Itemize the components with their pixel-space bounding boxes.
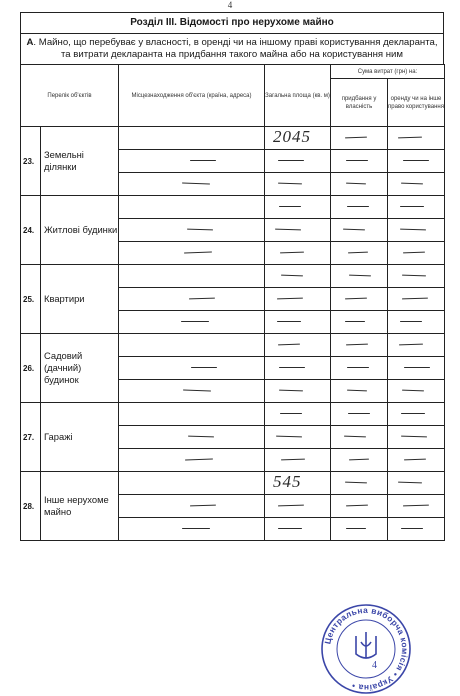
handwritten-dash — [348, 413, 370, 414]
cell-rent[interactable] — [388, 357, 445, 380]
cell-buy[interactable] — [331, 150, 388, 173]
cell-loc[interactable] — [119, 495, 265, 518]
handwritten-dash — [189, 298, 215, 300]
cell-area[interactable] — [265, 334, 331, 357]
handwritten-dash — [277, 321, 301, 322]
cell-loc[interactable] — [119, 380, 265, 403]
handwritten-dash — [345, 137, 367, 139]
header-location: Місцезнаходження об'єкта (країна, адреса) — [119, 65, 265, 127]
handwritten-dash — [348, 252, 368, 254]
handwritten-dash — [277, 298, 303, 300]
cell-area[interactable] — [265, 288, 331, 311]
section-title: Розділ ІІІ. Відомості про нерухоме майно — [20, 12, 444, 33]
cell-buy[interactable] — [331, 495, 388, 518]
cell-area[interactable] — [265, 196, 331, 219]
handwritten-dash — [275, 229, 301, 231]
handwritten-dash — [190, 505, 216, 507]
table-row — [21, 334, 445, 357]
handwritten-dash — [349, 275, 371, 277]
cell-rent[interactable] — [388, 495, 445, 518]
handwritten-dash — [346, 528, 366, 529]
cell-rent[interactable] — [388, 380, 445, 403]
cell-buy[interactable] — [331, 288, 388, 311]
cell-buy[interactable] — [331, 173, 388, 196]
row-number: 26. — [21, 334, 41, 403]
handwritten-dash — [347, 206, 369, 207]
handwritten-dash — [401, 413, 425, 414]
section-subtitle — [20, 33, 444, 64]
handwritten-dash — [276, 436, 302, 438]
cell-area[interactable] — [265, 426, 331, 449]
handwritten-dash — [281, 459, 305, 461]
handwritten-dash — [402, 298, 428, 300]
cell-buy[interactable] — [331, 449, 388, 472]
cell-rent[interactable] — [388, 150, 445, 173]
cell-buy[interactable] — [331, 196, 388, 219]
cell-area[interactable] — [265, 518, 331, 541]
cell-loc[interactable] — [119, 449, 265, 472]
cell-rent[interactable] — [388, 173, 445, 196]
handwritten-dash — [182, 528, 210, 529]
handwritten-dash — [191, 367, 217, 368]
header-sum: Сума витрат (грн) на: — [331, 65, 445, 79]
cell-rent[interactable] — [388, 472, 445, 495]
cell-area[interactable] — [265, 219, 331, 242]
header-area: Загальна площа (кв. м) — [265, 65, 331, 127]
handwritten-dash — [345, 321, 365, 322]
cell-area[interactable] — [265, 242, 331, 265]
handwritten-dash — [278, 344, 300, 346]
table-row — [21, 472, 445, 495]
cell-area[interactable] — [265, 127, 331, 150]
cell-loc[interactable] — [119, 472, 265, 495]
cell-rent[interactable] — [388, 127, 445, 150]
handwritten-dash — [399, 344, 423, 346]
handwritten-dash — [279, 367, 305, 368]
table-row — [21, 265, 445, 288]
cell-rent[interactable] — [388, 311, 445, 334]
cell-buy[interactable] — [331, 357, 388, 380]
handwritten-dash — [183, 390, 211, 392]
row-category: Садовий (дачний) будинок — [41, 334, 119, 403]
cell-loc[interactable] — [119, 265, 265, 288]
handwritten-dash — [281, 275, 303, 277]
cell-area[interactable] — [265, 357, 331, 380]
header-rent: оренду чи на інше право користування — [388, 79, 445, 127]
cell-rent[interactable] — [388, 219, 445, 242]
handwritten-dash — [402, 390, 424, 392]
subtitle-line1: . Майно, що перебуває у власності, в оренді чи на іншому праві користування декларанта, — [33, 37, 438, 48]
cell-rent[interactable] — [388, 518, 445, 541]
stamp-ring-text: Центральна виборча комісія • Україна • — [322, 604, 411, 694]
cell-buy[interactable] — [331, 219, 388, 242]
cell-buy[interactable] — [331, 426, 388, 449]
handwritten-dash — [344, 436, 366, 438]
handwritten-dash — [404, 459, 426, 461]
table-row — [21, 127, 445, 150]
cell-loc[interactable] — [119, 219, 265, 242]
cell-loc[interactable] — [119, 518, 265, 541]
handwritten-dash — [403, 505, 429, 507]
cell-loc[interactable] — [119, 196, 265, 219]
cell-area[interactable] — [265, 449, 331, 472]
handwritten-dash — [187, 229, 213, 231]
subtitle-letter: А — [26, 37, 34, 48]
handwritten-dash — [345, 298, 367, 300]
row-number: 27. — [21, 403, 41, 472]
row-number: 23. — [21, 127, 41, 196]
header-objects: Перелік об'єктів — [21, 65, 119, 127]
cell-buy[interactable] — [331, 334, 388, 357]
handwritten-dash — [403, 160, 429, 161]
handwritten-dash — [278, 528, 302, 529]
handwritten-dash — [278, 505, 304, 507]
subtitle-line2: та витрати декларанта на придбання такого майна або на користування ним — [60, 48, 404, 60]
cell-rent[interactable] — [388, 449, 445, 472]
handwritten-dash — [343, 229, 365, 231]
row-category: Житлові будинки — [41, 196, 119, 265]
handwritten-dash — [184, 252, 212, 254]
cell-buy[interactable] — [331, 472, 388, 495]
cell-buy[interactable] — [331, 518, 388, 541]
row-category: Земельні ділянки — [41, 127, 119, 196]
handwritten-dash — [400, 206, 424, 207]
real-estate-table — [20, 64, 445, 541]
cell-area[interactable] — [265, 311, 331, 334]
handwritten-dash — [401, 528, 423, 529]
handwritten-dash — [181, 321, 209, 322]
cell-loc[interactable] — [119, 242, 265, 265]
row-category: Квартири — [41, 265, 119, 334]
cell-buy[interactable] — [331, 311, 388, 334]
trident-emblem-icon — [356, 632, 376, 658]
handwritten-dash — [280, 252, 304, 254]
handwritten-dash — [346, 183, 366, 185]
cell-buy[interactable] — [331, 403, 388, 426]
handwritten-dash — [346, 160, 368, 161]
cell-area[interactable] — [265, 472, 331, 495]
handwritten-dash — [182, 183, 210, 185]
official-stamp — [319, 602, 413, 696]
handwritten-dash — [401, 436, 427, 438]
handwritten-area: 545 — [273, 472, 302, 491]
cell-loc[interactable] — [119, 127, 265, 150]
handwritten-dash — [188, 436, 214, 438]
table-row — [21, 196, 445, 219]
page-number: 4 — [227, 0, 233, 10]
cell-loc[interactable] — [119, 288, 265, 311]
handwritten-dash — [400, 321, 422, 322]
row-number: 24. — [21, 196, 41, 265]
cell-buy[interactable] — [331, 265, 388, 288]
handwritten-dash — [347, 367, 369, 368]
cell-loc[interactable] — [119, 173, 265, 196]
handwritten-dash — [401, 183, 423, 185]
handwritten-dash — [278, 160, 304, 161]
cell-area[interactable] — [265, 265, 331, 288]
handwritten-dash — [345, 482, 367, 484]
declaration-section-form — [20, 12, 444, 541]
cell-loc[interactable] — [119, 334, 265, 357]
table-row — [21, 403, 445, 426]
handwritten-dash — [400, 229, 426, 231]
row-category: Гаражі — [41, 403, 119, 472]
handwritten-dash — [349, 459, 369, 461]
cell-rent[interactable] — [388, 426, 445, 449]
cell-loc[interactable] — [119, 311, 265, 334]
cell-area[interactable] — [265, 403, 331, 426]
header-purchase: придбання у власність — [331, 79, 388, 127]
cell-rent[interactable] — [388, 196, 445, 219]
handwritten-dash — [280, 413, 302, 414]
cell-rent[interactable] — [388, 242, 445, 265]
row-category: Інше нерухоме майно — [41, 472, 119, 541]
handwritten-dash — [403, 252, 425, 254]
cell-loc[interactable] — [119, 357, 265, 380]
handwritten-area: 2045 — [273, 127, 312, 146]
cell-rent[interactable] — [388, 288, 445, 311]
handwritten-dash — [402, 275, 426, 277]
handwritten-dash — [398, 137, 422, 139]
handwritten-dash — [398, 482, 422, 484]
cell-rent[interactable] — [388, 265, 445, 288]
cell-buy[interactable] — [331, 242, 388, 265]
row-number: 25. — [21, 265, 41, 334]
handwritten-dash — [278, 183, 302, 185]
cell-rent[interactable] — [388, 334, 445, 357]
stamp-number: 4 — [372, 660, 377, 671]
cell-area[interactable] — [265, 173, 331, 196]
handwritten-dash — [185, 459, 213, 461]
handwritten-dash — [190, 160, 216, 161]
cell-area[interactable] — [265, 150, 331, 173]
cell-loc[interactable] — [119, 403, 265, 426]
handwritten-dash — [279, 206, 301, 207]
cell-loc[interactable] — [119, 426, 265, 449]
cell-buy[interactable] — [331, 380, 388, 403]
handwritten-dash — [346, 344, 368, 346]
handwritten-dash — [404, 367, 430, 368]
handwritten-dash — [347, 390, 367, 392]
cell-area[interactable] — [265, 495, 331, 518]
cell-buy[interactable] — [331, 127, 388, 150]
handwritten-dash — [346, 505, 368, 507]
handwritten-dash — [279, 390, 303, 392]
cell-area[interactable] — [265, 380, 331, 403]
cell-rent[interactable] — [388, 403, 445, 426]
row-number: 28. — [21, 472, 41, 541]
cell-loc[interactable] — [119, 150, 265, 173]
